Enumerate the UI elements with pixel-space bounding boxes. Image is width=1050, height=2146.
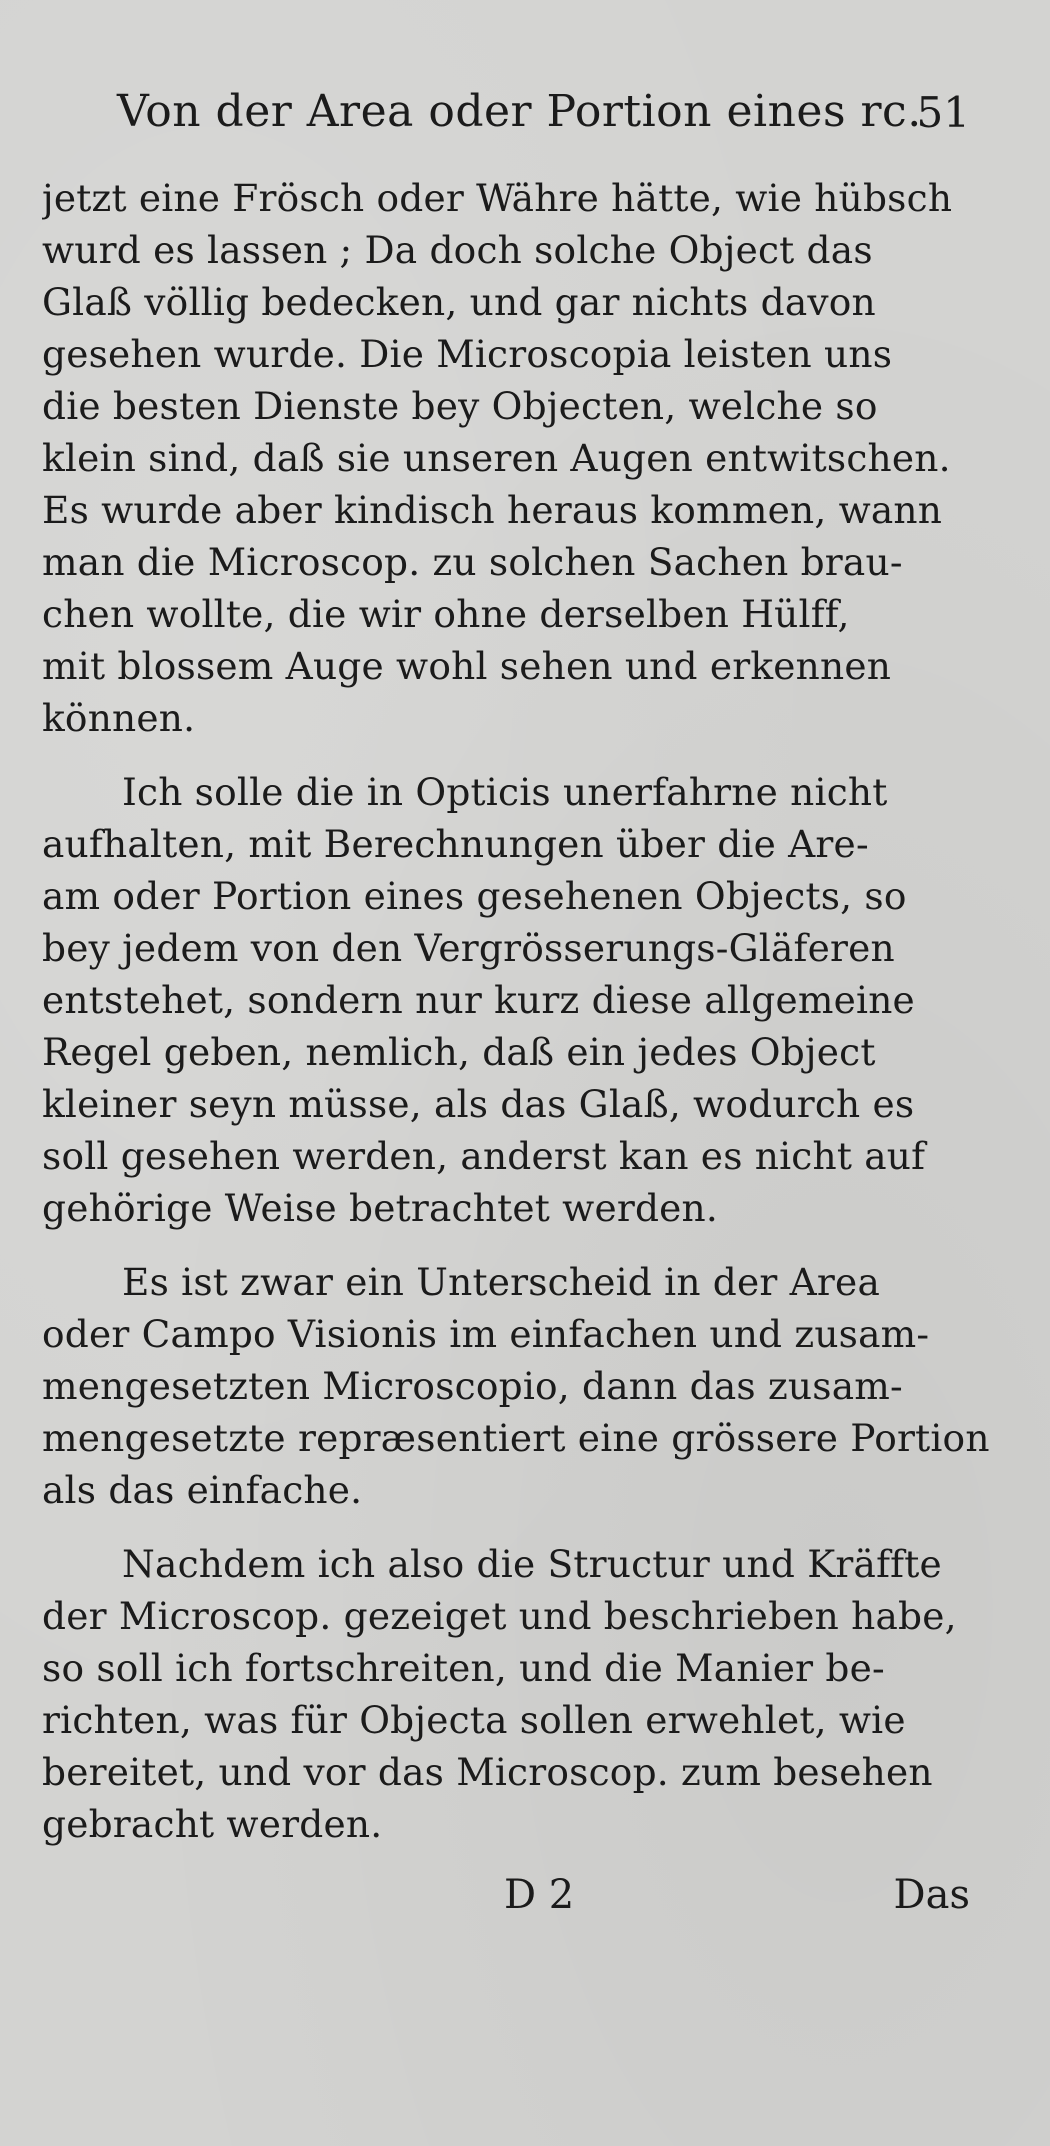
text-line: klein sind, daß sie unseren Augen entwitschen. bbox=[42, 436, 951, 480]
text-line: Nachdem ich also die Structur und Kräffte bbox=[122, 1542, 942, 1586]
text-line: soll gesehen werden, anderst kan es nicht auf bbox=[42, 1134, 926, 1178]
text-line: aufhalten, mit Berechnungen über die Are- bbox=[42, 822, 869, 866]
running-title: Von der Area oder Portion eines rc. bbox=[117, 86, 922, 137]
catchword: Das bbox=[893, 1872, 970, 1918]
text-line: Es wurde aber kindisch heraus kommen, wann bbox=[42, 488, 943, 532]
signature-mark: D 2 bbox=[504, 1872, 575, 1918]
text-line: wurd es lassen ; Da doch solche Object das bbox=[42, 228, 873, 272]
text-line: kleiner seyn müsse, als das Glaß, wodurch es bbox=[42, 1082, 915, 1126]
paragraph bbox=[42, 1256, 1010, 1516]
text-line: als das einfache. bbox=[42, 1468, 363, 1512]
text-line: chen wollte, die wir ohne derselben Hülff, bbox=[42, 592, 850, 636]
text-line: gesehen wurde. Die Microscopia leisten uns bbox=[42, 332, 893, 376]
body-text bbox=[42, 172, 1010, 1850]
text-line: können. bbox=[42, 696, 196, 740]
paragraph bbox=[42, 172, 1010, 744]
text-line: man die Microscop. zu solchen Sachen brau- bbox=[42, 540, 903, 584]
text-line: gehörige Weise betrachtet werden. bbox=[42, 1186, 719, 1230]
page-number: 51 bbox=[916, 88, 970, 137]
text-line: am oder Portion eines gesehenen Objects, so bbox=[42, 874, 907, 918]
text-line: mit blossem Auge wohl sehen und erkennen bbox=[42, 644, 892, 688]
text-line: entstehet, sondern nur kurz diese allgemeine bbox=[42, 978, 915, 1022]
text-line: mengesetzten Microscopio, dann das zusam- bbox=[42, 1364, 903, 1408]
text-line: Regel geben, nemlich, daß ein jedes Object bbox=[42, 1030, 876, 1074]
text-line: bereitet, und vor das Microscop. zum besehen bbox=[42, 1750, 933, 1794]
text-line: bey jedem von den Vergrösserungs-Gläferen bbox=[42, 926, 895, 970]
paragraph bbox=[42, 1538, 1010, 1850]
text-line: jetzt eine Frösch oder Währe hätte, wie hübsch bbox=[42, 176, 953, 220]
text-line: Glaß völlig bedecken, und gar nichts davon bbox=[42, 280, 876, 324]
text-line: oder Campo Visionis im einfachen und zusam- bbox=[42, 1312, 930, 1356]
text-line: richten, was für Objecta sollen erwehlet, wie bbox=[42, 1698, 906, 1742]
text-line: gebracht werden. bbox=[42, 1802, 383, 1846]
text-line: so soll ich fortschreiten, und die Manier be- bbox=[42, 1646, 885, 1690]
text-line: die besten Dienste bey Objecten, welche so bbox=[42, 384, 878, 428]
paragraph bbox=[42, 766, 1010, 1234]
text-line: mengesetzte repræsentiert eine grössere Portion bbox=[42, 1416, 990, 1460]
text-line: Es ist zwar ein Unterscheid in der Area bbox=[122, 1260, 881, 1304]
page-header bbox=[42, 72, 1010, 162]
text-line: Ich solle die in Opticis unerfahrne nicht bbox=[122, 770, 888, 814]
text-line: der Microscop. gezeiget und beschrieben habe, bbox=[42, 1594, 957, 1638]
page-footer bbox=[42, 1872, 1010, 1952]
